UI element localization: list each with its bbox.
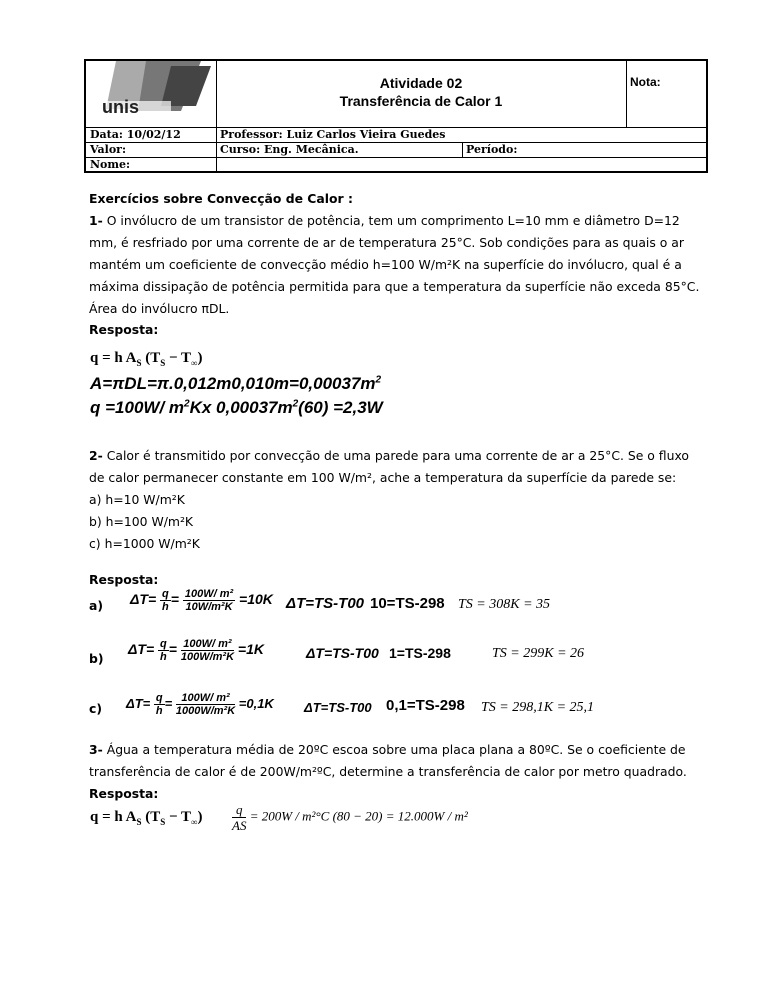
activity-title: Atividade 02 [379,75,463,91]
date-label: Data: 10/02/12 [90,128,181,141]
answer-3-equation: $\frac{q}{AS}$ = 200W / m²°C (80 − 20) = 12.000W / m² [232,802,468,833]
course-label: Curso: Eng. Mecânica. [220,143,359,156]
answer-2-label: Resposta: [89,572,159,587]
option-a: a) h=10 W/m²K [89,492,185,507]
equation-area: $A=\pi DL=\pi.0,012m0,010m=0,00037m^2$ [90,374,382,393]
answer-c-solve: 0,1=TS-298 [386,697,465,714]
equation-convection: q = h $A_S$ $(T_S - T_\infty)$ [90,350,203,368]
question-3 [89,739,708,783]
section-title: Exercícios sobre Convecção de Calor : [89,191,353,206]
logo-text: unis [102,97,140,117]
professor-label: Professor: Luiz Carlos Vieira Guedes [220,128,446,141]
answer-a-equation: ΔT= $\frac{q}{h}$ = $\frac{\text{100W/ m²}}{\text{10W/m²K}}$ =10K [130,588,273,613]
name-row [86,157,706,173]
answer-b-result: TS = 299K = 26 [492,646,585,661]
answer-a-solve: 10=TS-298 [370,595,445,612]
value-row [86,142,706,158]
grade-label: Nota: [630,75,661,89]
question-2-text: Calor é transmitido por convecção de uma parede para uma corrente de ar a 25°C. Se o fluxo de calor permanecer constante em 100 W/m², ache a temperatura da superfície da parede se: [89,448,689,485]
answer-c-label: c) [89,701,103,716]
option-c: c) h=1000 W/m²K [89,536,200,551]
period-label: Período: [466,143,518,156]
answer-1-label: Resposta: [89,322,159,337]
answer-c-result: TS = 298,1K = 25,1 [481,700,595,715]
equation-power: q =100W/ $m^2Kx$ $0,00037m^2(60) =2,3W$ [90,398,383,417]
answer-b-label: b) [89,651,104,666]
date-row [86,127,706,143]
answer-a-deltat: ΔT=TS-T00 [286,595,365,612]
header-table [84,59,708,173]
answer-a-result: TS = 308K = 35 [458,597,551,612]
question-3-text: Água a temperatura média de 20ºC escoa sobre uma placa plana a 80ºC. Se o coeficiente de transferência de calor é de 200W/m²ºC, determine a transferência de calor por metro quadrado. [89,742,687,779]
grade-box [626,61,706,127]
question-1-number: 1- [89,213,103,228]
course-title: Transferência de Calor 1 [339,93,503,109]
answer-b-equation: ΔT= $\frac{q}{h}$ = $\frac{\text{100W/ m²}}{\text{100W/m²K}}$ =1K [128,638,264,663]
answer-c-deltat: ΔT=TS-T00 [304,700,372,715]
question-2-number: 2- [89,448,103,463]
option-b: b) h=100 W/m²K [89,514,194,529]
name-label: Nome: [90,158,131,171]
question-1-text: O invólucro de um transistor de potência, tem um comprimento L=10 mm e diâmetro D=12 mm, é resfriado por uma corrente de ar de temperatura 25°C. Sob condições para as quais o ar mantém um coeficiente de convecção médio h=100 W/m²K na superfície do invólucro, qual é a máxima dissipação de potência permitida para que a temperatura da superfície não exceda 85°C. Área do invólucro πDL. [89,213,700,316]
equation-convection-2: q = h $A_S$ $(T_S - T_\infty)$ [90,809,203,827]
answer-b-deltat: ΔT=TS-T00 [306,645,379,661]
value-label: Valor: [90,143,127,156]
answer-c-equation: ΔT= $\frac{q}{h}$ = $\frac{\text{100W/ m²}}{\text{1000W/m²K}}$ =0,1K [126,692,274,717]
answer-3-label: Resposta: [89,786,159,801]
university-logo [86,61,217,127]
question-1 [89,210,708,320]
question-3-number: 3- [89,742,103,757]
question-2 [89,445,708,489]
answer-a-label: a) [89,598,104,613]
title-box [216,61,627,127]
answer-b-solve: 1=TS-298 [389,645,451,661]
